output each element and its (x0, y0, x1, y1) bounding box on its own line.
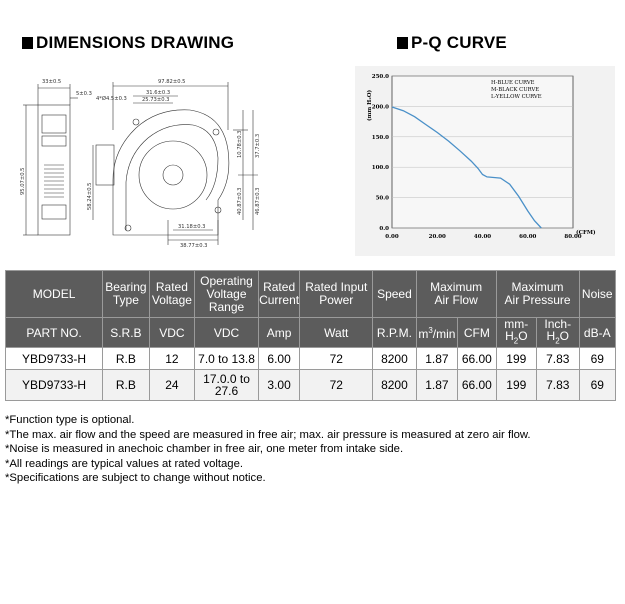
col-rated-voltage: Rated Voltage (149, 271, 195, 318)
specification-table (5, 270, 616, 401)
cell-bearing: R.B (103, 370, 150, 401)
dimensions-heading (22, 33, 234, 53)
cell-dba: 69 (579, 370, 615, 401)
cell-part-no: YBD9733-H (6, 348, 103, 370)
y-axis-label: (mm H₂O) (367, 89, 373, 121)
unit-rpm: R.P.M. (373, 318, 416, 348)
cell-range: 7.0 to 13.8 (195, 348, 259, 370)
footnote: *Specifications are subject to change without notice. (5, 472, 266, 484)
plot-area (392, 76, 573, 228)
unit-cfm: CFM (458, 318, 496, 348)
dimensions-drawing (18, 70, 288, 250)
unit-dba: dB-A (579, 318, 615, 348)
cell-cfm: 66.00 (458, 370, 496, 401)
x-tick-label: 80.00 (564, 234, 582, 240)
cell-mmh2o: 199 (496, 348, 536, 370)
x-tick-label: 0.00 (385, 234, 399, 240)
cell-part-no: YBD9733-H (6, 370, 103, 401)
unit-part-no: PART NO. (6, 318, 103, 348)
fan-front-view (113, 110, 229, 235)
cell-bearing: R.B (103, 348, 150, 370)
cell-power: 72 (300, 348, 373, 370)
y-tick-label: 50.0 (375, 195, 389, 202)
footnotes (5, 413, 531, 486)
cell-m3min: 1.87 (416, 348, 457, 370)
table-row (6, 348, 616, 370)
fan-side-view (38, 105, 70, 235)
col-model: MODEL (6, 271, 103, 318)
y-tick-label: 100.0 (371, 165, 389, 172)
cell-mmh2o: 199 (496, 370, 536, 401)
col-rated-current: Rated Current (258, 271, 299, 318)
cell-cfm: 66.00 (458, 348, 496, 370)
footnote: *All readings are typical values at rated voltage. (5, 457, 243, 470)
legend-entry-low: L-YELLOW CURVE (491, 94, 542, 100)
dim-label: 33±0.5 (42, 79, 62, 85)
dim-label: 38.77±0.3 (180, 243, 208, 249)
dim-label: 58.24±0.5 (87, 182, 93, 210)
footnote: *Noise is measured in anechoic chamber in free air, one meter from intake side. (5, 443, 404, 455)
y-tick-label: 150.0 (371, 134, 389, 141)
cell-dba: 69 (579, 348, 615, 370)
dim-label: 31.6±0.3 (146, 90, 171, 96)
table-header-row (6, 271, 616, 318)
mount-hole (133, 119, 139, 125)
col-max-air-flow: Maximum Air Flow (416, 271, 496, 318)
cell-m3min: 1.87 (416, 370, 457, 401)
unit-inch-h2o: Inch- $H_2O$ (537, 318, 579, 348)
cell-rpm: 8200 (373, 370, 416, 401)
dim-label: 5±0.3 (76, 91, 92, 97)
cell-range: 17.0.0 to 27.6 (195, 370, 259, 401)
cell-voltage: 12 (149, 348, 195, 370)
dim-label: 4*Ø4.5±0.3 (96, 96, 127, 102)
col-rated-input-power: Rated Input Power (300, 271, 373, 318)
y-tick-label: 0.0 (379, 226, 389, 232)
dim-label: 95.07±0.5 (20, 167, 26, 195)
dim-label: 97.82±0.5 (158, 79, 186, 85)
heading-square-icon (22, 37, 33, 49)
footnote: *Function type is optional. (5, 414, 135, 426)
dim-label: 10.78±0.3 (237, 130, 243, 158)
legend-entry-medium: M-BLACK CURVE (491, 87, 540, 93)
cell-current: 3.00 (258, 370, 299, 401)
unit-srb: S.R.B (103, 318, 150, 348)
col-operating-voltage-range: Operating Voltage Range (195, 271, 259, 318)
pq-curve-heading (397, 33, 507, 53)
unit-watt: Watt (300, 318, 373, 348)
fan-impeller (139, 141, 207, 209)
col-noise: Noise (579, 271, 615, 318)
cell-inchh2o: 7.83 (537, 348, 579, 370)
dim-label: 40.87±0.3 (237, 187, 243, 215)
cell-current: 6.00 (258, 348, 299, 370)
side-view-fins (44, 165, 64, 197)
dim-label: 46.87±0.3 (255, 187, 261, 215)
heading-square-icon (397, 37, 408, 49)
cell-voltage: 24 (149, 370, 195, 401)
pq-curve-chart (355, 66, 615, 256)
legend-entry-high: H-BLUE CURVE (491, 80, 535, 86)
cell-inchh2o: 7.83 (537, 370, 579, 401)
col-speed: Speed (373, 271, 416, 318)
chart-legend (491, 80, 542, 100)
footnote: *The max. air flow and the speed are measured in free air; max. air pressure is measured at zero air flow. (5, 428, 531, 441)
col-bearing-type: Bearing Type (103, 271, 150, 318)
dim-label: 31.18±0.3 (178, 224, 206, 230)
x-tick-label: 40.00 (473, 234, 492, 240)
dim-label: 25.73±0.3 (142, 97, 170, 103)
table-row (6, 370, 616, 401)
x-axis-label: (CFM) (576, 230, 596, 236)
unit-vdc-range: VDC (195, 318, 259, 348)
pq-curve-heading-text: P-Q CURVE (411, 33, 507, 52)
y-tick-label: 250.0 (371, 74, 389, 80)
col-max-air-pressure: Maximum Air Pressure (496, 271, 579, 318)
unit-mm-h2o: mm- $H_2O$ (496, 318, 536, 348)
cell-power: 72 (300, 370, 373, 401)
unit-amp: Amp (258, 318, 299, 348)
x-tick-label: 20.00 (428, 234, 446, 240)
unit-m3-min: $m^3/\min$ (416, 318, 457, 348)
table-unit-row (6, 318, 616, 348)
dimensions-heading-text: DIMENSIONS DRAWING (36, 33, 235, 52)
cell-rpm: 8200 (373, 348, 416, 370)
y-tick-label: 200.0 (371, 104, 389, 111)
unit-vdc: VDC (149, 318, 195, 348)
dim-label: 37.7±0.3 (255, 133, 261, 158)
mount-hole (213, 129, 219, 135)
x-tick-label: 60.00 (519, 234, 537, 240)
